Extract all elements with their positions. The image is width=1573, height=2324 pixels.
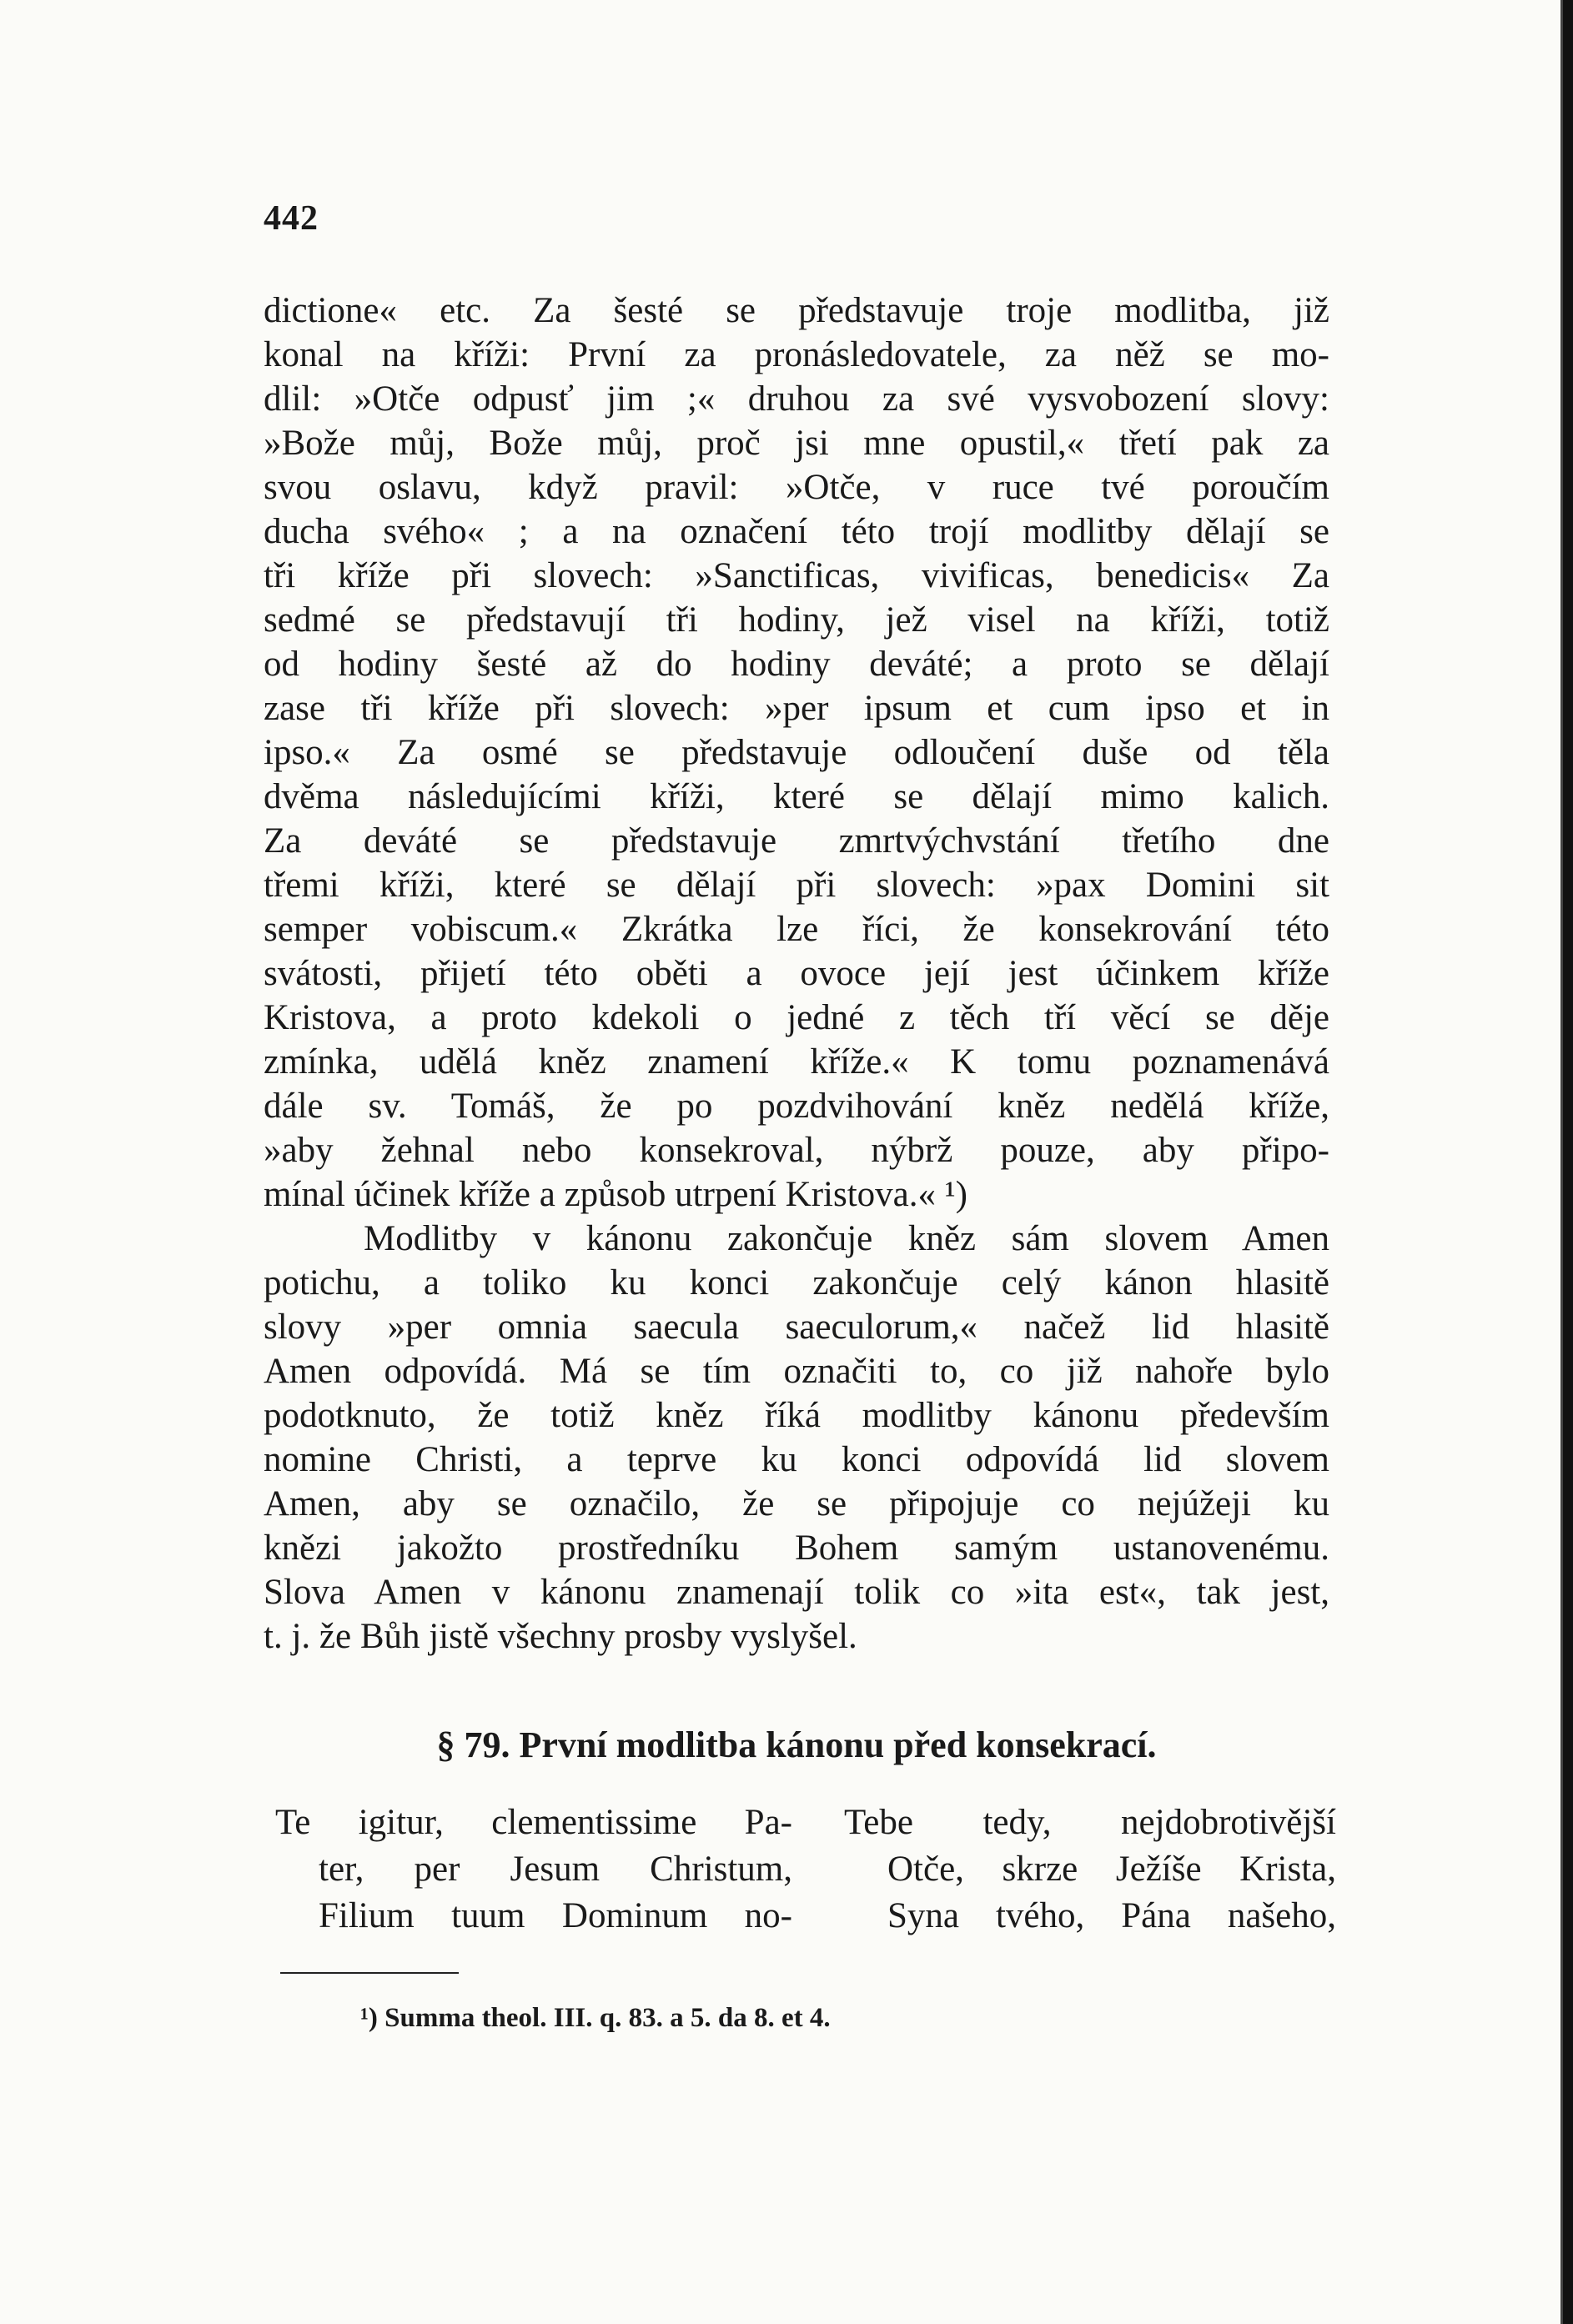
text-line: ducha svého« ; a na označení této trojí modlitby dělají se	[264, 512, 1329, 551]
text-line: zase tři kříže při slovech: »per ipsum et cum ipso et in	[264, 689, 1329, 728]
text-line: dvěma následujícími kříži, které se dělají mimo kalich.	[264, 777, 1329, 816]
text-line: dále sv. Tomáš, že po pozdvihování kněz nedělá kříže,	[264, 1087, 1329, 1126]
text-line: nomine Christi, a teprve ku konci odpovídá lid slovem	[264, 1440, 1329, 1479]
czech-line: Otče, skrze Ježíše Krista,	[887, 1850, 1336, 1889]
text-line: potichu, a toliko ku konci zakončuje celý kánon hlasitě	[264, 1263, 1329, 1303]
text-line: svou oslavu, když pravil: »Otče, v ruce tvé poroučím	[264, 468, 1329, 507]
text-line: slovy »per omnia saecula saeculorum,« načež lid hlasitě	[264, 1308, 1329, 1347]
page-number: 442	[264, 199, 319, 238]
latin-line: ter, per Jesum Christum,	[319, 1850, 792, 1889]
text-line: ipso.« Za osmé se představuje odloučení duše od těla	[264, 733, 1329, 772]
text-line: sedmé se představují tři hodiny, jež visel na kříži, totiž	[264, 600, 1329, 640]
footnote: ¹) Summa theol. III. q. 83. a 5. da 8. et 4.	[360, 2003, 831, 2033]
text-line: dictione« etc. Za šesté se představuje troje modlitba, již	[264, 291, 1329, 330]
text-line: Kristova, a proto kdekoli o jedné z těch tří věcí se děje	[264, 998, 1329, 1037]
text-line: Modlitby v kánonu zakončuje kněz sám slovem Amen	[364, 1219, 1329, 1258]
latin-column	[275, 1799, 792, 1940]
text-line: »aby žehnal nebo konsekroval, nýbrž pouze, aby připo-	[264, 1131, 1329, 1170]
text-line: svátosti, přijetí této oběti a ovoce její jest účinkem kříže	[264, 954, 1329, 993]
text-line: Amen, aby se označilo, že se připojuje co nejúžeji ku	[264, 1484, 1329, 1523]
text-line: semper vobiscum.« Zkrátka lze říci, že konsekrování této	[264, 910, 1329, 949]
czech-line: Tebe tedy, nejdobrotivější	[844, 1803, 1336, 1842]
section-heading: § 79. První modlitba kánonu před konsekrací.	[436, 1724, 1157, 1765]
text-line: zmínka, udělá kněz znamení kříže.« K tomu poznamenává	[264, 1042, 1329, 1082]
text-line: Za deváté se představuje zmrtvýchvstání třetího dne	[264, 821, 1329, 861]
text-line: knězi jakožto prostředníku Bohem samým ustanovenému.	[264, 1528, 1329, 1568]
footnote-rule	[280, 1972, 459, 1974]
text-line: od hodiny šesté až do hodiny deváté; a proto se dělají	[264, 645, 1329, 684]
latin-line: Filium tuum Dominum no-	[319, 1896, 792, 1935]
text-line: dlil: »Otče odpusť jim ;« druhou za své vysvobození slovy:	[264, 379, 1329, 419]
text-line: tři kříže při slovech: »Sanctificas, vivificas, benedicis« Za	[264, 556, 1329, 595]
czech-column	[844, 1799, 1336, 1940]
czech-line: Syna tvého, Pána našeho,	[887, 1896, 1336, 1935]
page-edge	[1563, 0, 1573, 2324]
text-line: »Bože můj, Bože můj, proč jsi mne opustil,« třetí pak za	[264, 424, 1329, 463]
body-text	[264, 289, 1329, 1659]
latin-line: Te igitur, clementissime Pa-	[275, 1803, 792, 1842]
text-line: t. j. že Bůh jistě všechny prosby vyslyšel.	[264, 1617, 857, 1656]
text-line: podotknuto, že totiž kněz říká modlitby kánonu především	[264, 1396, 1329, 1435]
text-line: Slova Amen v kánonu znamenají tolik co »ita est«, tak jest,	[264, 1573, 1329, 1612]
text-line: třemi kříži, které se dělají při slovech: »pax Domini sit	[264, 866, 1329, 905]
text-line: Amen odpovídá. Má se tím označiti to, co již nahoře bylo	[264, 1352, 1329, 1391]
text-line: mínal účinek kříže a způsob utrpení Kristova.« ¹)	[264, 1175, 967, 1214]
text-line: konal na kříži: První za pronásledovatele, za něž se mo-	[264, 335, 1329, 374]
